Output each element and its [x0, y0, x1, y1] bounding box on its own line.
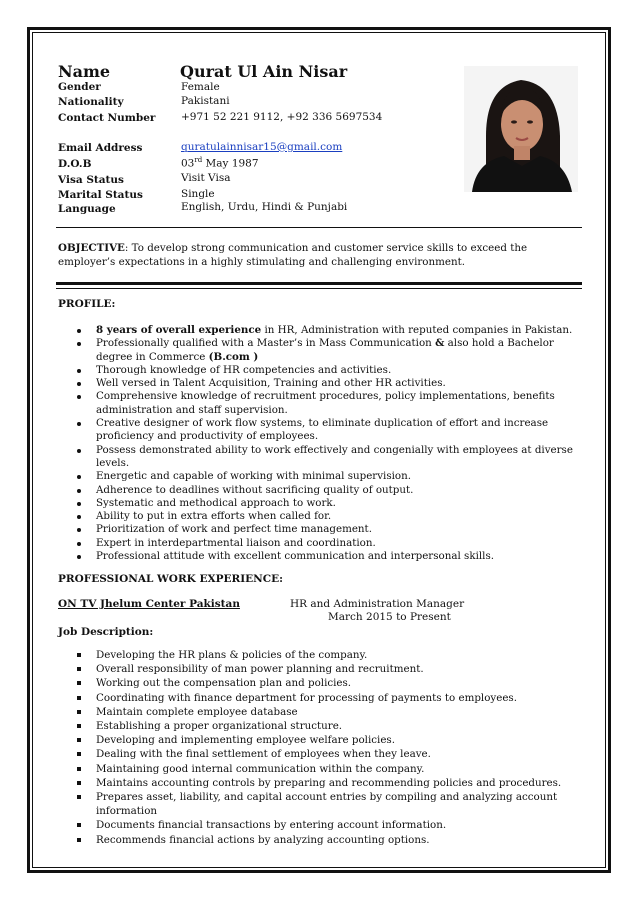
list-item: Maintain complete employee database [58, 705, 578, 719]
list-item: Dealing with the final settlement of employees when they leave. [58, 747, 578, 761]
marital-value: Single [181, 188, 215, 200]
list-item: Professional attitude with excellent communication and interpersonal skills. [58, 550, 578, 563]
language-label: Language [58, 203, 116, 215]
job-period: March 2015 to Present [328, 611, 451, 623]
list-item: Professionally qualified with a Master’s in Mass Communication & also hold a Bachelor degree in Commerce (B.com ) [58, 337, 578, 364]
visa-value: Visit Visa [181, 172, 231, 184]
email-link[interactable]: quratulainnisar15@gmail.com [181, 141, 343, 153]
name-value: Qurat Ul Ain Nisar [180, 62, 348, 81]
nationality-value: Pakistani [181, 95, 230, 107]
profile-list [58, 324, 578, 563]
list-item: Adherence to deadlines without sacrificing quality of output. [58, 484, 578, 497]
marital-label: Marital Status [58, 189, 143, 201]
email-label: Email Address [58, 142, 143, 154]
list-item: Documents financial transactions by entering account information. [58, 818, 578, 832]
name-label: Name [58, 62, 111, 81]
list-item: Developing and implementing employee welfare policies. [58, 733, 578, 747]
divider-line [56, 227, 582, 228]
language-value: English, Urdu, Hindi & Punjabi [181, 201, 348, 213]
list-item: Overall responsibility of man power planning and recruitment. [58, 662, 578, 676]
visa-label: Visa Status [58, 174, 124, 186]
list-item: Establishing a proper organizational structure. [58, 719, 578, 733]
objective-line2: employer’s expectations in a highly stimulating and challenging environment. [58, 256, 466, 268]
contact-value: +971 52 221 9112, +92 336 5697534 [181, 111, 383, 123]
list-item: Energetic and capable of working with minimal supervision. [58, 470, 578, 483]
gender-value: Female [181, 81, 220, 93]
profile-photo [464, 66, 578, 192]
job-role: HR and Administration Manager [290, 598, 465, 610]
list-item: Comprehensive knowledge of recruitment procedures, policy implementations, benefits administration and staff supervision. [58, 390, 578, 417]
contact-label: Contact Number [58, 112, 156, 124]
list-item: Prepares asset, liability, and capital account entries by compiling and analyzing account information [58, 790, 578, 818]
divider-thin-1 [56, 288, 582, 289]
list-item: Thorough knowledge of HR competencies and activities. [58, 364, 578, 377]
list-item: Possess demonstrated ability to work effectively and congenially with employees at diverse levels. [58, 444, 578, 471]
list-item: Maintains accounting controls by preparing and recommending policies and procedures. [58, 776, 578, 790]
duties-list [58, 648, 578, 847]
objective-line1: OBJECTIVE: To develop strong communication and customer service skills to exceed the [58, 242, 528, 254]
list-item: Expert in interdepartmental liaison and coordination. [58, 537, 578, 550]
list-item: Developing the HR plans & policies of the company. [58, 648, 578, 662]
list-item: Recommends financial actions by analyzing accounting options. [58, 833, 578, 847]
company-name: ON TV Jhelum Center Pakistan [58, 598, 240, 610]
gender-label: Gender [58, 81, 101, 93]
list-item: Prioritization of work and perfect time management. [58, 523, 578, 536]
list-item: Systematic and methodical approach to work. [58, 497, 578, 510]
dob-label: D.O.B [58, 158, 92, 170]
experience-heading: PROFESSIONAL WORK EXPERIENCE: [58, 573, 283, 585]
list-item: Ability to put in extra efforts when called for. [58, 510, 578, 523]
profile-heading: PROFILE: [58, 298, 116, 310]
list-item: 8 years of overall experience in HR, Administration with reputed companies in Pakistan. [58, 324, 578, 337]
list-item: Maintaining good internal communication within the company. [58, 762, 578, 776]
list-item: Creative designer of work flow systems, to eliminate duplication of effort and increase proficiency and productivity of employees. [58, 417, 578, 444]
divider-thick-1 [56, 282, 582, 285]
list-item: Working out the compensation plan and policies. [58, 676, 578, 690]
dob-value: 03rd May 1987 [181, 156, 259, 170]
list-item: Coordinating with finance department for processing of payments to employees. [58, 691, 578, 705]
job-description-label: Job Description: [58, 626, 154, 638]
nationality-label: Nationality [58, 96, 124, 108]
list-item: Well versed in Talent Acquisition, Training and other HR activities. [58, 377, 578, 390]
